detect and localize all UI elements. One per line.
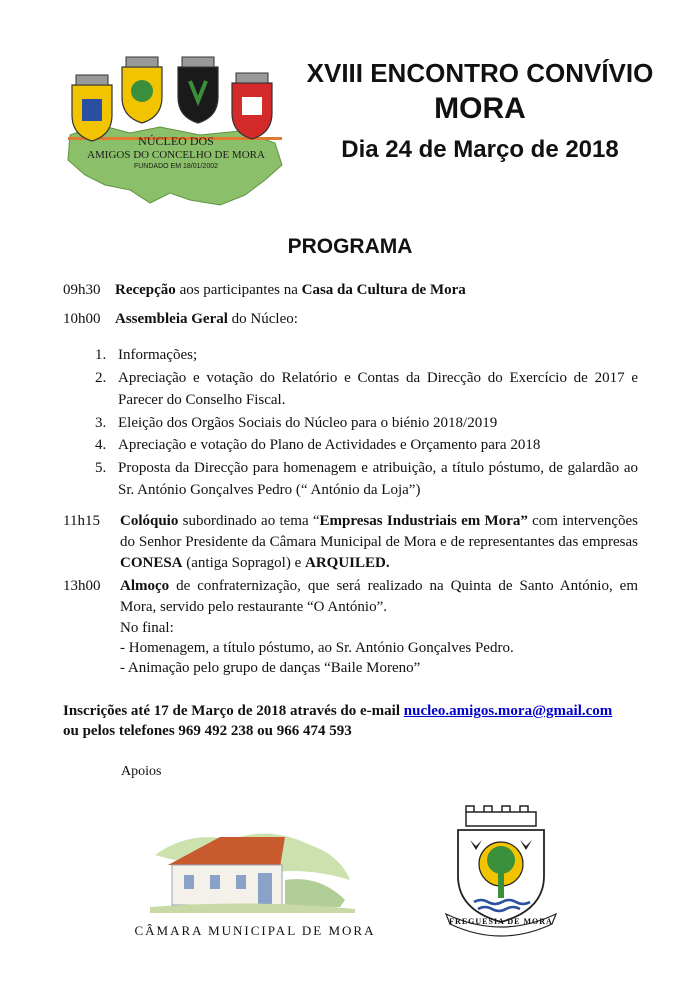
- coloquio-text: subordinado ao tema “: [178, 513, 320, 529]
- agenda-item-text: Proposta da Direcção para homenagem e atribuição, a título póstumo, de galardão ao Sr. António Gonçalves Pedro (“ António da Loja”): [118, 459, 638, 498]
- agenda-item: [95, 367, 638, 412]
- nucleo-logo: [60, 55, 290, 210]
- almoco-final-item: - Animação pelo grupo de danças “Baile Moreno”: [120, 660, 421, 676]
- inscricoes-text: Inscrições até 17 de Março de 2018 através do e-mail: [63, 703, 404, 719]
- assembleia-label: Assembleia Geral: [115, 311, 228, 327]
- coloquio-label: Colóquio: [120, 513, 179, 529]
- inscricoes: [63, 701, 653, 741]
- freguesia-caption: FREGUESIA DE MORA: [449, 917, 553, 926]
- schedule-time: 10h00: [63, 311, 101, 327]
- agenda-item: [95, 412, 638, 435]
- assembleia-text: do Núcleo:: [227, 311, 298, 327]
- agenda-item: [95, 457, 638, 502]
- logo-line1: NÚCLEO DOS: [138, 134, 214, 148]
- logo-line3: FUNDADO EM 18/01/2002: [133, 163, 219, 170]
- event-title-line1: XVIII ENCONTRO CONVÍVIO: [306, 58, 654, 88]
- email-link[interactable]: nucleo.amigos.mora@gmail.com: [403, 703, 613, 719]
- event-title-line2: MORA: [434, 92, 526, 125]
- recepcao-label: Recepção: [115, 282, 176, 298]
- schedule-time: 13h00: [63, 578, 101, 594]
- camara-municipal-logo: [134, 825, 376, 945]
- apoios-label: Apoios: [121, 764, 162, 779]
- agenda-item-text: Apreciação e votação do Relatório e Contas da Direcção do Exercício de 2017 e Parecer do Conselho Fiscal.: [118, 369, 638, 408]
- agenda-item: [95, 434, 638, 457]
- event-date: Dia 24 de Março de 2018: [341, 136, 619, 163]
- agenda-item-number: 4.: [95, 437, 107, 453]
- agenda-item-text: Informações;: [118, 347, 198, 363]
- telefones-text: ou pelos telefones 969 492 238 ou 966 474 593: [63, 723, 352, 739]
- freguesia-crest: [436, 802, 566, 937]
- coloquio-text-2: com intervenções do Senhor Presidente da Câmara Municipal de Mora e de representantes das empresas: [120, 513, 639, 550]
- conesa-label: CONESA: [120, 555, 183, 571]
- almoco-label: Almoço: [120, 578, 170, 594]
- almoco-text: de confraternização, que será realizado na Quinta de Santo António, em Mora, servido pelo restaurante “O António”.: [120, 578, 638, 615]
- schedule-time: 11h15: [63, 513, 100, 529]
- agenda-item-number: 3.: [95, 414, 107, 431]
- recepcao-text: aos participantes na: [175, 282, 302, 298]
- casa-cultura-label: Casa da Cultura de Mora: [301, 282, 466, 298]
- almoco-final-label: No final:: [120, 620, 174, 636]
- agenda-item-number: 2.: [95, 369, 107, 386]
- agenda-item-number: 5.: [95, 459, 107, 476]
- agenda-item-text: Eleição dos Orgãos Sociais do Núcleo para o biénio 2018/2019: [118, 414, 498, 431]
- arquiled-label: ARQUILED.: [304, 555, 390, 571]
- coloquio-text-3: (antiga Sopragol) e: [182, 555, 305, 571]
- agenda-list: [95, 344, 638, 502]
- coloquio-theme: Empresas Industriais em Mora”: [319, 513, 528, 529]
- almoco-final-item: - Homenagem, a título póstumo, ao Sr. António Gonçalves Pedro.: [120, 640, 514, 656]
- programa-heading: PROGRAMA: [287, 235, 413, 258]
- agenda-item-number: 1.: [95, 347, 107, 363]
- agenda-item-text: Apreciação e votação do Plano de Actividades e Orçamento para 2018: [118, 437, 541, 453]
- agenda-item: [95, 344, 638, 367]
- camara-caption: CÂMARA MUNICIPAL DE MORA: [134, 923, 376, 938]
- schedule-time: 09h30: [63, 282, 101, 298]
- logo-line2: AMIGOS DO CONCELHO DE MORA: [87, 149, 265, 161]
